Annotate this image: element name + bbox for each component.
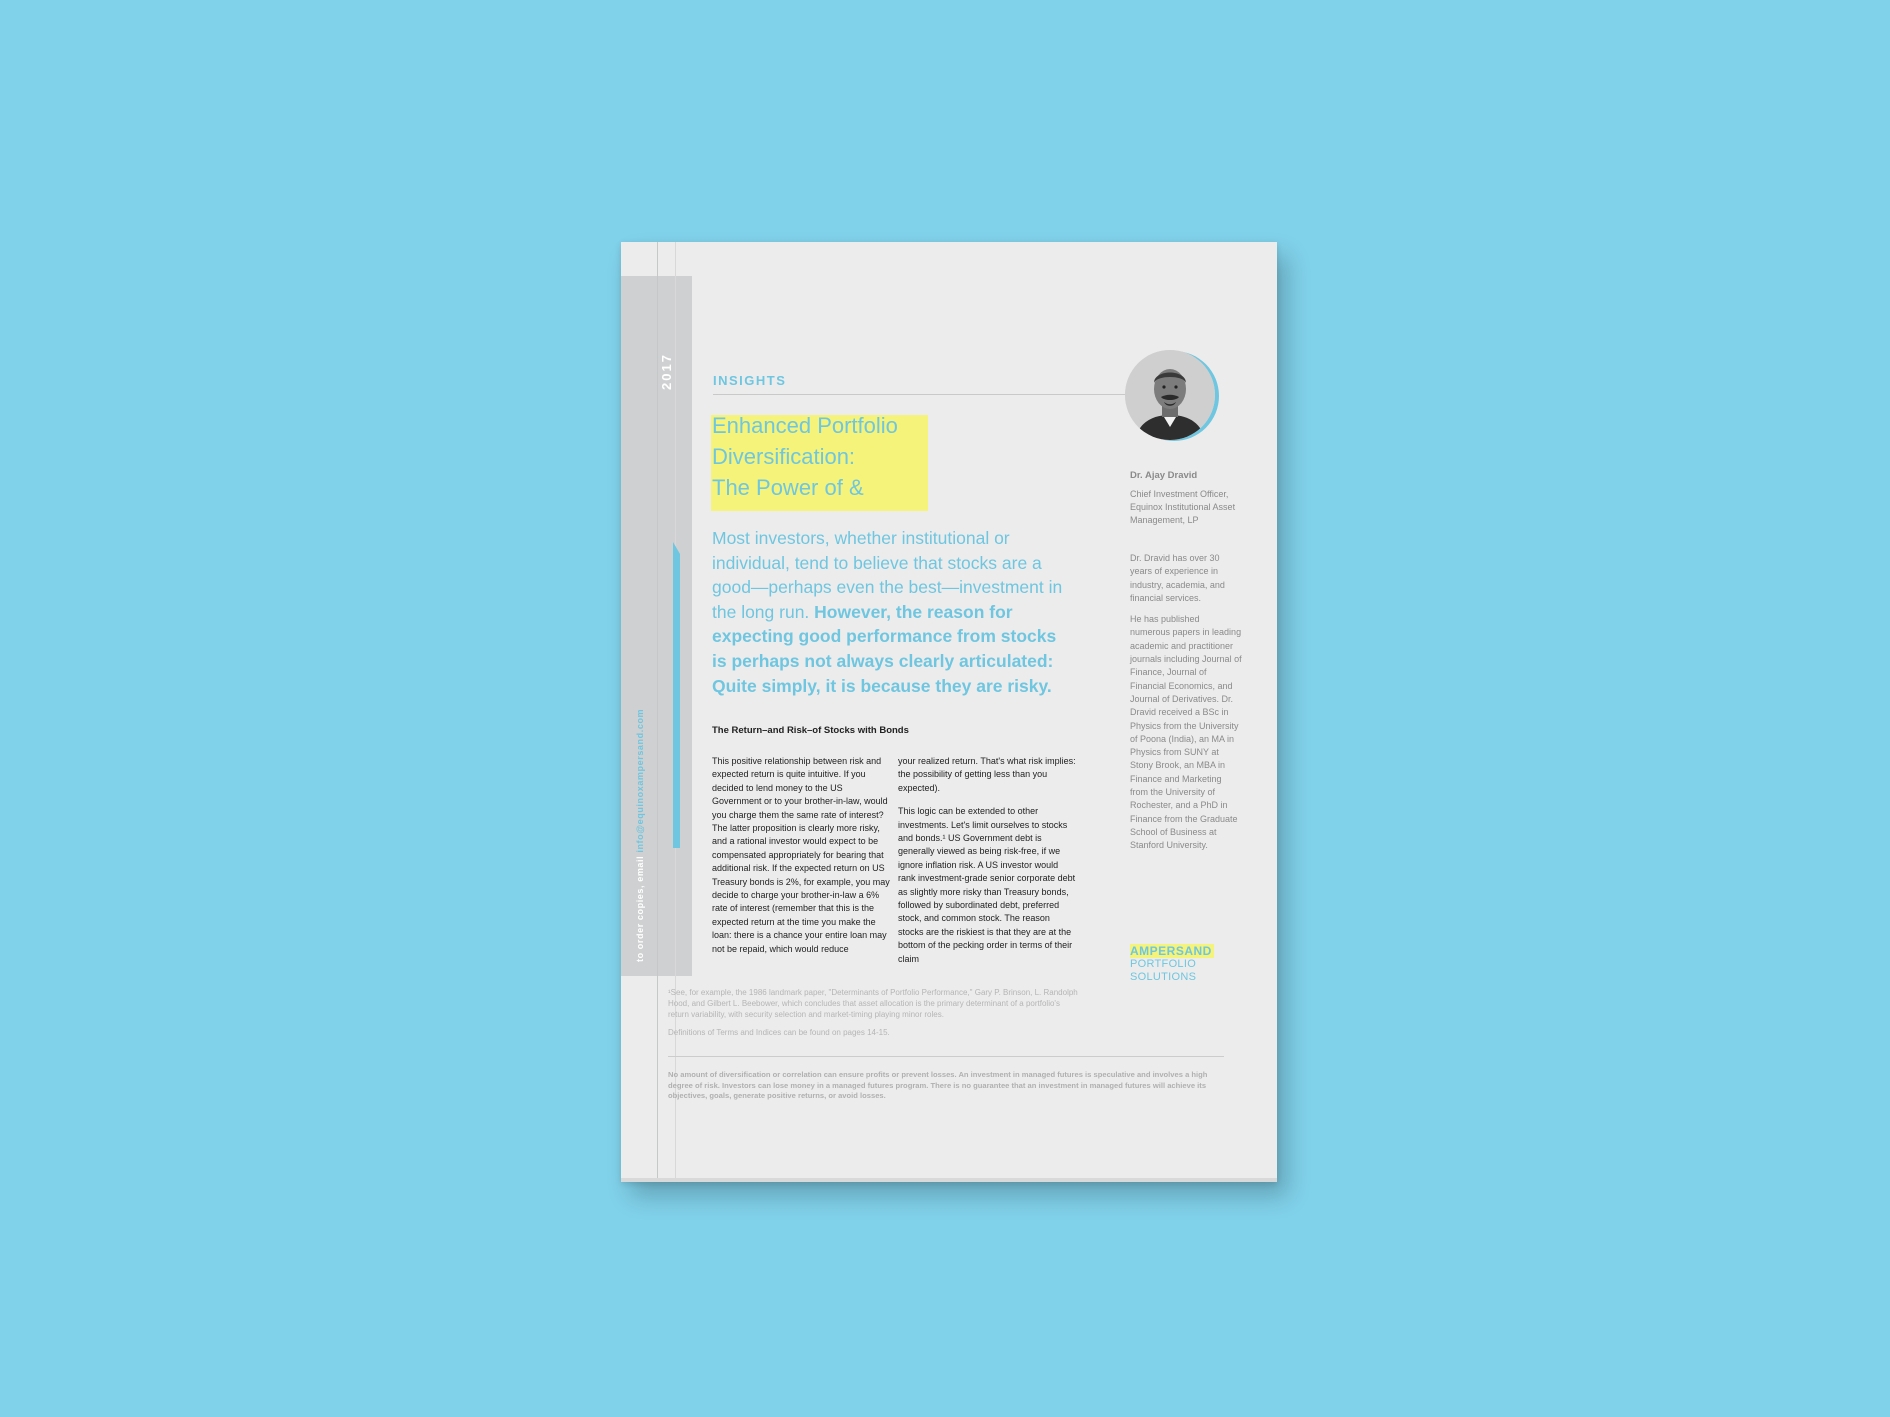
brand-line: AMPERSAND bbox=[1130, 944, 1212, 958]
disclaimer: No amount of diversification or correlation can ensure profits or prevent losses. An investment in managed futures is speculative and involves a high degree of risk. Investors can lose money in a managed futures program. There is no guarantee that an investment in managed futures will achieve its objectives, goals, generate positive returns, or avoid losses. bbox=[668, 1070, 1208, 1100]
brand-line: SOLUTIONS bbox=[1130, 971, 1197, 983]
page-edge bbox=[621, 1178, 1277, 1182]
bio-paragraph: Dr. Dravid has over 30 years of experience in industry, academia, and financial services. bbox=[1130, 553, 1225, 603]
footer-rule bbox=[668, 1056, 1224, 1057]
lead-bold-text: However, the reason for expecting good performance from stocks is perhaps not always clearly articulated: Quite simply, it is because they are risky. bbox=[712, 601, 1057, 696]
body-paragraph: This logic can be extended to other investments. Let's limit ourselves to stocks and bonds.¹ US Government debt is generally viewed as being risk-free, if we ignore inflation risk. A US investor would rank investment-grade senior corporate debt as slightly more risky than Treasury bonds, followed by subordinated debt, preferred stock, and common stock. The reason stocks are the riskiest is that they are at the bottom of the pecking order in terms of their claim bbox=[898, 806, 1076, 964]
author-title: Chief Investment Officer, Equinox Institutional Asset Management, LP bbox=[1130, 489, 1236, 525]
brand-logo bbox=[1130, 944, 1212, 984]
body-column-right bbox=[898, 755, 1076, 976]
footnote: ¹See, for example, the 1986 landmark paper, "Determinants of Portfolio Performance," Gary P. Brinson, L. Randolph Hood, and Gilbert L. Beebower, which concludes that asset allocation is the primary determinant of a portfolio's return variability, with security selection and market-timing playing minor roles. bbox=[668, 988, 1078, 1019]
author-name: Dr. Ajay Dravid bbox=[1130, 470, 1198, 481]
title-line: Diversification: bbox=[712, 444, 856, 469]
spine-rule-left bbox=[657, 242, 658, 1182]
definitions-note: Definitions of Terms and Indices can be found on pages 14-15. bbox=[668, 1028, 890, 1037]
order-email-link[interactable]: info@equinoxampersand.com bbox=[635, 708, 645, 853]
spine-year: 2017 bbox=[659, 353, 674, 390]
order-copies-prefix: to order copies, email bbox=[635, 855, 645, 962]
lead-regular-text: Most investors, whether institutional or individual, tend to believe that stocks are a good—perhaps even the best—investment in the long run. bbox=[712, 528, 1063, 622]
article-title bbox=[712, 410, 972, 503]
document-page bbox=[621, 242, 1277, 1182]
section-subhead: The Return–and Risk–of Stocks with Bonds bbox=[712, 725, 909, 736]
bio-paragraph: He has published numerous papers in leading academic and practitioner journals including Journal of Finance, Journal of Financial Economics, and Journal of Derivatives. Dr. Dravid received a BSc in Physics from the University of Poona (India), an MA in Physics from SUNY at Stony Brook, an MBA in Finance and Marketing from the University of Rochester, and a PhD in Finance from the Graduate School of Business at Stanford University. bbox=[1130, 614, 1242, 851]
author-bio bbox=[1130, 552, 1242, 861]
order-copies-note bbox=[635, 709, 645, 962]
body-column-left bbox=[712, 755, 890, 966]
lead-paragraph bbox=[712, 526, 1072, 698]
author-photo bbox=[1124, 347, 1220, 443]
title-line: Enhanced Portfolio bbox=[712, 413, 898, 438]
body-paragraph: This positive relationship between risk and expected return is quite intuitive. If you decided to lend money to the US Government or to your brother-in-law, would you charge them the same rate of interest? The latter proposition is clearly more risky, and a rational investor would expect to be compensated appropriately for bearing that additional risk. If the expected return on US Treasury bonds is 2%, for example, you may decide to charge your brother-in-law a 6% rate of interest (remember that this is the expected return at the time you make the loan: there is a chance your entire loan may not be repaid, which would reduce bbox=[712, 756, 890, 954]
title-line: The Power of & bbox=[712, 475, 864, 500]
body-paragraph: your realized return. That's what risk implies: the possibility of getting less than you expected). bbox=[898, 756, 1076, 793]
brand-line: PORTFOLIO bbox=[1130, 958, 1197, 970]
spine-accent-bar bbox=[673, 542, 680, 848]
section-label: INSIGHTS bbox=[713, 373, 787, 388]
header-rule bbox=[713, 394, 1127, 395]
